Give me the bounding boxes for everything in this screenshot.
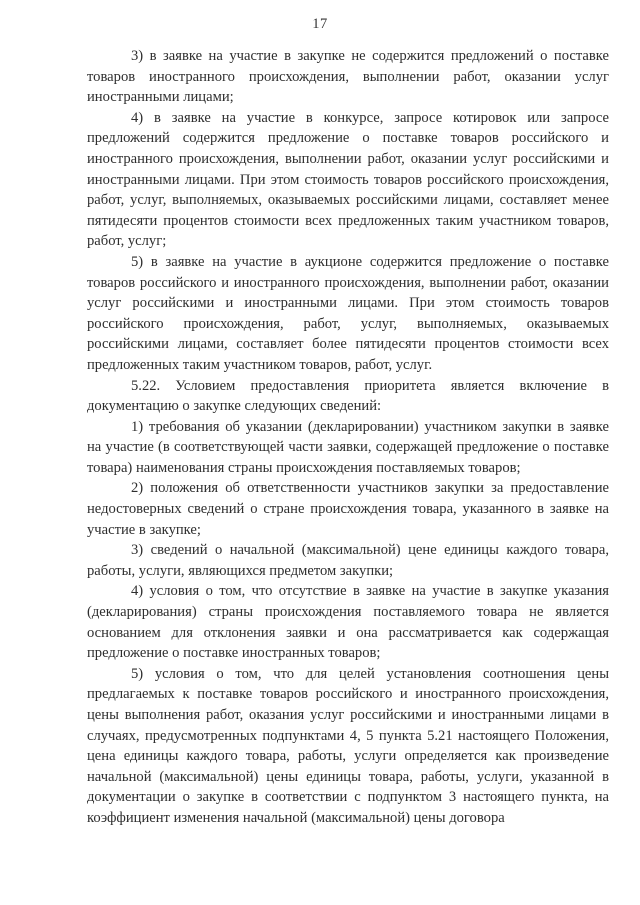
page-body bbox=[87, 46, 609, 829]
paragraph-item-5: 5) в заявке на участие в аукционе содержится предложение о поставке товаров российского и иностранного происхождения, выполнении работ, оказании услуг российскими и иностранными лицами. При этом стоимость товаров российского происхождения, работ, услуг, выполняемых, оказываемых российскими лицами, составляет более пятидесяти процентов стоимости всех предложенных таким участником товаров, работ, услуг. bbox=[87, 253, 609, 373]
paragraph-item-4: 4) в заявке на участие в конкурсе, запросе котировок или запросе предложений содержится предложение о поставке товаров российского и иностранного происхождения, выполнении работ, оказании услуг российскими и иностранными лицами. При этом стоимость товаров российского происхождения, работ, услуг, выполняемых, оказываемых российскими лицами, составляет менее пятидесяти процентов стоимости всех предложенных таким участником товаров, работ, услуг; bbox=[87, 109, 609, 250]
paragraph-item-3: 3) в заявке на участие в закупке не содержится предложений о поставке товаров иностранного происхождения, выполнении работ, оказании услуг иностранными лицами; bbox=[87, 48, 609, 106]
paragraph-subitem-4: 4) условия о том, что отсутствие в заявке на участие в закупке указания (декларирования) страны происхождения поставляемого товара не является основанием для отклонения заявки и она рассматривается как содержащая предложение о поставке иностранных товаров; bbox=[87, 583, 609, 662]
paragraph-subitem-3: 3) сведений о начальной (максимальной) цене единицы каждого товара, работы, услуги, являющихся предметом закупки; bbox=[87, 542, 609, 579]
paragraph-subitem-2: 2) положения об ответственности участников закупки за предоставление недостоверных сведений о стране происхождения товара, указанного в заявке на участие в закупке; bbox=[87, 480, 609, 538]
paragraph-section-5-22: 5.22. Условием предоставления приоритета является включение в документацию о закупке следующих сведений: bbox=[87, 377, 609, 415]
paragraph-subitem-1: 1) требования об указании (декларировании) участником закупки в заявке на участие (в соответствующей части заявки, содержащей предложение о поставке товара) наименования страны происхождения поставляемых товаров; bbox=[87, 418, 609, 476]
paragraph-subitem-5: 5) условия о том, что для целей установления соотношения цены предлагаемых к поставке товаров российского и иностранного происхождения, цены выполнения работ, оказания услуг российскими и иностранными лицами в случаях, предусмотренных подпунктами 4, 5 пункта 5.21 настоящего Положения, цена единицы каждого товара, работы, услуги определяется как произведение начальной (максимальной) цены единицы товара, работы, услуги, указанной в документации о закупке в соответствии с подпунктом 3 настоящего пункта, на коэффициент изменения начальной (максимальной) цены договора bbox=[87, 665, 609, 826]
page-number: 17 bbox=[312, 16, 328, 32]
